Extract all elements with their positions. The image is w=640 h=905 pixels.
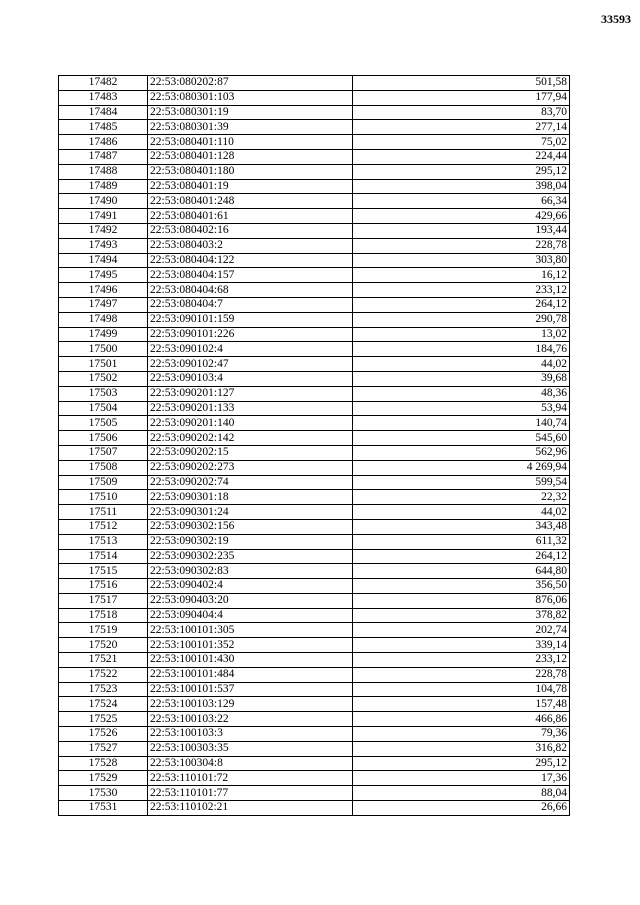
row-number-cell: 17499 — [59, 327, 148, 342]
row-number-cell: 17491 — [59, 209, 148, 224]
table-row — [59, 564, 570, 579]
row-number-cell: 17493 — [59, 238, 148, 253]
area-value-cell: 233,12 — [353, 283, 570, 298]
area-value-cell: 26,66 — [353, 801, 570, 816]
area-value-cell: 83,70 — [353, 105, 570, 120]
row-number-cell: 17530 — [59, 786, 148, 801]
cadastral-number-cell: 22:53:090403:20 — [148, 593, 353, 608]
cadastral-number-cell: 22:53:090402:4 — [148, 579, 353, 594]
cadastral-number-cell: 22:53:080401:19 — [148, 179, 353, 194]
cadastral-number-cell: 22:53:100103:129 — [148, 697, 353, 712]
table-row — [59, 283, 570, 298]
area-value-cell: 876,06 — [353, 593, 570, 608]
area-value-cell: 44,02 — [353, 357, 570, 372]
row-number-cell: 17503 — [59, 386, 148, 401]
area-value-cell: 39,68 — [353, 371, 570, 386]
cadastral-number-cell: 22:53:080401:110 — [148, 135, 353, 150]
area-value-cell: 202,74 — [353, 623, 570, 638]
row-number-cell: 17505 — [59, 416, 148, 431]
row-number-cell: 17498 — [59, 312, 148, 327]
area-value-cell: 378,82 — [353, 608, 570, 623]
area-value-cell: 290,78 — [353, 312, 570, 327]
cadastral-number-cell: 22:53:090101:226 — [148, 327, 353, 342]
table-row — [59, 312, 570, 327]
area-value-cell: 44,02 — [353, 505, 570, 520]
row-number-cell: 17523 — [59, 682, 148, 697]
table-row — [59, 342, 570, 357]
page-number: 33593 — [601, 12, 631, 26]
row-number-cell: 17487 — [59, 149, 148, 164]
cadastral-number-cell: 22:53:100101:484 — [148, 667, 353, 682]
table-row — [59, 357, 570, 372]
cadastral-number-cell: 22:53:090103:4 — [148, 371, 353, 386]
table-row — [59, 460, 570, 475]
row-number-cell: 17507 — [59, 445, 148, 460]
table-row — [59, 579, 570, 594]
row-number-cell: 17528 — [59, 756, 148, 771]
row-number-cell: 17516 — [59, 579, 148, 594]
area-value-cell: 339,14 — [353, 638, 570, 653]
cadastral-number-cell: 22:53:090102:47 — [148, 357, 353, 372]
area-value-cell: 545,60 — [353, 431, 570, 446]
row-number-cell: 17515 — [59, 564, 148, 579]
area-value-cell: 356,50 — [353, 579, 570, 594]
table-row — [59, 135, 570, 150]
area-value-cell: 295,12 — [353, 756, 570, 771]
table-row — [59, 445, 570, 460]
table-row — [59, 371, 570, 386]
cadastral-number-cell: 22:53:090302:235 — [148, 549, 353, 564]
row-number-cell: 17504 — [59, 401, 148, 416]
row-number-cell: 17521 — [59, 653, 148, 668]
table-row — [59, 534, 570, 549]
area-value-cell: 17,36 — [353, 771, 570, 786]
row-number-cell: 17484 — [59, 105, 148, 120]
table-row — [59, 76, 570, 91]
cadastral-number-cell: 22:53:100101:537 — [148, 682, 353, 697]
area-value-cell: 184,76 — [353, 342, 570, 357]
row-number-cell: 17511 — [59, 505, 148, 520]
cadastral-number-cell: 22:53:080401:128 — [148, 149, 353, 164]
area-value-cell: 343,48 — [353, 519, 570, 534]
table-row — [59, 712, 570, 727]
cadastral-number-cell: 22:53:090404:4 — [148, 608, 353, 623]
table-row — [59, 801, 570, 816]
cadastral-number-cell: 22:53:110101:77 — [148, 786, 353, 801]
area-value-cell: 13,02 — [353, 327, 570, 342]
area-value-cell: 75,02 — [353, 135, 570, 150]
cadastral-number-cell: 22:53:080404:122 — [148, 253, 353, 268]
cadastral-number-cell: 22:53:100101:305 — [148, 623, 353, 638]
cadastral-number-cell: 22:53:090202:74 — [148, 475, 353, 490]
table-row — [59, 401, 570, 416]
cadastral-number-cell: 22:53:090301:24 — [148, 505, 353, 520]
row-number-cell: 17482 — [59, 76, 148, 91]
row-number-cell: 17502 — [59, 371, 148, 386]
cadastral-number-cell: 22:53:090202:273 — [148, 460, 353, 475]
area-value-cell: 295,12 — [353, 164, 570, 179]
row-number-cell: 17506 — [59, 431, 148, 446]
table-row — [59, 179, 570, 194]
area-value-cell: 4 269,94 — [353, 460, 570, 475]
area-value-cell: 224,44 — [353, 149, 570, 164]
area-value-cell: 177,94 — [353, 90, 570, 105]
area-value-cell: 140,74 — [353, 416, 570, 431]
cadastral-number-cell: 22:53:080202:87 — [148, 76, 353, 91]
row-number-cell: 17495 — [59, 268, 148, 283]
cadastral-number-cell: 22:53:100103:22 — [148, 712, 353, 727]
cadastral-number-cell: 22:53:080401:248 — [148, 194, 353, 209]
cadastral-number-cell: 22:53:090302:19 — [148, 534, 353, 549]
area-value-cell: 501,58 — [353, 76, 570, 91]
cadastral-number-cell: 22:53:090102:4 — [148, 342, 353, 357]
area-value-cell: 193,44 — [353, 223, 570, 238]
table-row — [59, 297, 570, 312]
row-number-cell: 17485 — [59, 120, 148, 135]
table-row — [59, 697, 570, 712]
row-number-cell: 17526 — [59, 727, 148, 742]
area-value-cell: 466,86 — [353, 712, 570, 727]
area-value-cell: 316,82 — [353, 741, 570, 756]
area-value-cell: 228,78 — [353, 667, 570, 682]
row-number-cell: 17486 — [59, 135, 148, 150]
table-row — [59, 549, 570, 564]
row-number-cell: 17508 — [59, 460, 148, 475]
table-row — [59, 327, 570, 342]
row-number-cell: 17527 — [59, 741, 148, 756]
row-number-cell: 17531 — [59, 801, 148, 816]
table-row — [59, 475, 570, 490]
row-number-cell: 17525 — [59, 712, 148, 727]
area-value-cell: 562,96 — [353, 445, 570, 460]
cadastral-number-cell: 22:53:080301:19 — [148, 105, 353, 120]
cadastral-number-cell: 22:53:090201:140 — [148, 416, 353, 431]
table-row — [59, 505, 570, 520]
table-row — [59, 209, 570, 224]
cadastral-number-cell: 22:53:100101:352 — [148, 638, 353, 653]
row-number-cell: 17517 — [59, 593, 148, 608]
cadastral-number-cell: 22:53:100303:35 — [148, 741, 353, 756]
row-number-cell: 17529 — [59, 771, 148, 786]
area-value-cell: 157,48 — [353, 697, 570, 712]
area-value-cell: 88,04 — [353, 786, 570, 801]
table-row — [59, 90, 570, 105]
table-row — [59, 608, 570, 623]
table-row — [59, 416, 570, 431]
area-value-cell: 264,12 — [353, 297, 570, 312]
row-number-cell: 17483 — [59, 90, 148, 105]
cadastral-number-cell: 22:53:100304:8 — [148, 756, 353, 771]
row-number-cell: 17518 — [59, 608, 148, 623]
area-value-cell: 644,80 — [353, 564, 570, 579]
cadastral-number-cell: 22:53:090201:133 — [148, 401, 353, 416]
table-row — [59, 238, 570, 253]
cadastral-number-cell: 22:53:080404:7 — [148, 297, 353, 312]
cadastral-number-cell: 22:53:090201:127 — [148, 386, 353, 401]
cadastral-number-cell: 22:53:100101:430 — [148, 653, 353, 668]
cadastral-number-cell: 22:53:080403:2 — [148, 238, 353, 253]
row-number-cell: 17490 — [59, 194, 148, 209]
row-number-cell: 17500 — [59, 342, 148, 357]
cadastral-number-cell: 22:53:080402:16 — [148, 223, 353, 238]
row-number-cell: 17524 — [59, 697, 148, 712]
table-row — [59, 105, 570, 120]
table-row — [59, 490, 570, 505]
table-body — [59, 76, 570, 816]
area-value-cell: 303,80 — [353, 253, 570, 268]
row-number-cell: 17522 — [59, 667, 148, 682]
table-row — [59, 638, 570, 653]
area-value-cell: 429,66 — [353, 209, 570, 224]
table-row — [59, 253, 570, 268]
area-value-cell: 599,54 — [353, 475, 570, 490]
cadastral-number-cell: 22:53:090202:15 — [148, 445, 353, 460]
area-value-cell: 66,34 — [353, 194, 570, 209]
table-row — [59, 756, 570, 771]
row-number-cell: 17520 — [59, 638, 148, 653]
table-row — [59, 386, 570, 401]
cadastral-number-cell: 22:53:100103:3 — [148, 727, 353, 742]
table-row — [59, 431, 570, 446]
table-row — [59, 667, 570, 682]
cadastral-table — [58, 75, 570, 816]
area-value-cell: 228,78 — [353, 238, 570, 253]
table-row — [59, 623, 570, 638]
cadastral-number-cell: 22:53:080401:180 — [148, 164, 353, 179]
cadastral-number-cell: 22:53:080404:68 — [148, 283, 353, 298]
cadastral-number-cell: 22:53:080401:61 — [148, 209, 353, 224]
row-number-cell: 17514 — [59, 549, 148, 564]
cadastral-number-cell: 22:53:080301:103 — [148, 90, 353, 105]
row-number-cell: 17509 — [59, 475, 148, 490]
table-row — [59, 593, 570, 608]
cadastral-number-cell: 22:53:080404:157 — [148, 268, 353, 283]
cadastral-number-cell: 22:53:090301:18 — [148, 490, 353, 505]
row-number-cell: 17488 — [59, 164, 148, 179]
row-number-cell: 17513 — [59, 534, 148, 549]
table-row — [59, 786, 570, 801]
area-value-cell: 48,36 — [353, 386, 570, 401]
row-number-cell: 17494 — [59, 253, 148, 268]
area-value-cell: 104,78 — [353, 682, 570, 697]
row-number-cell: 17510 — [59, 490, 148, 505]
cadastral-number-cell: 22:53:090101:159 — [148, 312, 353, 327]
table-row — [59, 164, 570, 179]
area-value-cell: 233,12 — [353, 653, 570, 668]
table-row — [59, 268, 570, 283]
row-number-cell: 17519 — [59, 623, 148, 638]
area-value-cell: 22,32 — [353, 490, 570, 505]
row-number-cell: 17492 — [59, 223, 148, 238]
cadastral-number-cell: 22:53:080301:39 — [148, 120, 353, 135]
area-value-cell: 277,14 — [353, 120, 570, 135]
cadastral-number-cell: 22:53:090202:142 — [148, 431, 353, 446]
table-row — [59, 653, 570, 668]
area-value-cell: 16,12 — [353, 268, 570, 283]
table-row — [59, 223, 570, 238]
table-row — [59, 149, 570, 164]
area-value-cell: 398,04 — [353, 179, 570, 194]
table-row — [59, 194, 570, 209]
table-row — [59, 741, 570, 756]
table-row — [59, 727, 570, 742]
table-row — [59, 519, 570, 534]
row-number-cell: 17489 — [59, 179, 148, 194]
cadastral-number-cell: 22:53:110102:21 — [148, 801, 353, 816]
cadastral-number-cell: 22:53:090302:83 — [148, 564, 353, 579]
row-number-cell: 17496 — [59, 283, 148, 298]
area-value-cell: 611,32 — [353, 534, 570, 549]
area-value-cell: 53,94 — [353, 401, 570, 416]
table-row — [59, 682, 570, 697]
area-value-cell: 264,12 — [353, 549, 570, 564]
table-row — [59, 120, 570, 135]
row-number-cell: 17501 — [59, 357, 148, 372]
row-number-cell: 17512 — [59, 519, 148, 534]
row-number-cell: 17497 — [59, 297, 148, 312]
cadastral-number-cell: 22:53:110101:72 — [148, 771, 353, 786]
cadastral-number-cell: 22:53:090302:156 — [148, 519, 353, 534]
table-row — [59, 771, 570, 786]
area-value-cell: 79,36 — [353, 727, 570, 742]
